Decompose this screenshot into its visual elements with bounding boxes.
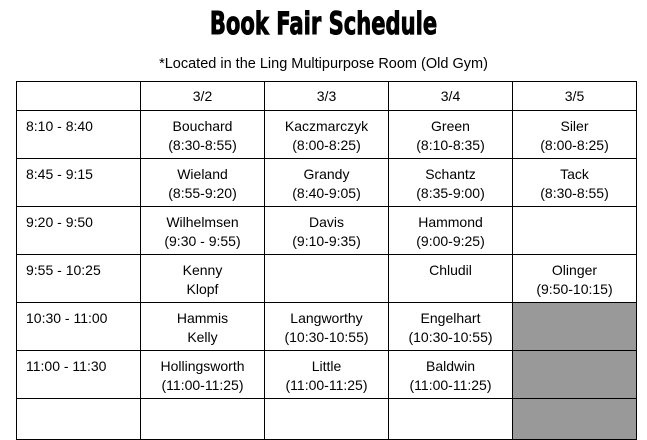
table-row	[17, 207, 637, 255]
cell-text-line: (9:50-10:15)	[536, 281, 613, 297]
schedule-cell	[389, 255, 513, 303]
time-cell: 10:30 - 11:00	[17, 303, 141, 351]
cell-text-line: (8:40-9:05)	[292, 185, 361, 201]
date-header-cell: 3/3	[265, 82, 389, 111]
cell-text-line: (8:30-8:55)	[540, 185, 609, 201]
cell-text-line: (9:00-9:25)	[416, 233, 485, 249]
cell-text-line: (8:10-8:35)	[416, 137, 485, 153]
schedule-header-row	[17, 82, 637, 111]
schedule-cell	[265, 255, 389, 303]
cell-text-line: Kenny	[182, 262, 223, 278]
cell-text-line: Baldwin	[425, 358, 476, 374]
cell-text-line: Green	[431, 118, 470, 134]
schedule-cell	[513, 111, 637, 159]
time-cell: 8:45 - 9:15	[17, 159, 141, 207]
cell-text-line: Wieland	[177, 166, 228, 182]
cell-text-line: (11:00-11:25)	[409, 377, 492, 393]
time-cell: 9:55 - 10:25	[17, 255, 141, 303]
schedule-cell	[513, 207, 637, 255]
cell-text-line: (8:00-8:25)	[292, 137, 361, 153]
schedule-cell	[141, 207, 265, 255]
schedule-cell	[513, 255, 637, 303]
cell-text-line: Engelhart	[420, 310, 481, 326]
cell-text-line: Langworthy	[290, 310, 363, 326]
table-row	[17, 399, 637, 440]
table-row	[17, 159, 637, 207]
schedule-cell	[141, 159, 265, 207]
cell-text-line: (8:30-8:55)	[168, 137, 237, 153]
schedule-cell	[265, 207, 389, 255]
table-row	[17, 303, 637, 351]
schedule-cell-shaded	[513, 399, 637, 440]
schedule-cell	[389, 399, 513, 440]
time-cell: 8:10 - 8:40	[17, 111, 141, 159]
cell-text-line: Bouchard	[172, 118, 233, 134]
table-row	[17, 111, 637, 159]
cell-text-line: Hammond	[418, 214, 483, 230]
cell-text-line: (10:30-10:55)	[284, 329, 369, 345]
schedule-cell	[389, 303, 513, 351]
schedule-header	[17, 82, 637, 111]
cell-text-line: Schantz	[425, 166, 476, 182]
cell-text-line: (11:00-11:25)	[285, 377, 368, 393]
schedule-cell	[265, 303, 389, 351]
cell-text-line: Klopf	[186, 281, 219, 297]
schedule-cell	[141, 111, 265, 159]
cell-text-line: (8:00-8:25)	[540, 137, 609, 153]
cell-text-line: (8:35-9:00)	[416, 185, 485, 201]
schedule-body	[17, 111, 637, 440]
schedule-cell	[265, 351, 389, 399]
cell-text-line: Chludil	[429, 262, 472, 278]
cell-text-line: Olinger	[551, 262, 598, 278]
page-subtitle: *Located in the Ling Multipurpose Room (Old Gym)	[159, 56, 488, 72]
cell-text-line: Little	[311, 358, 342, 374]
schedule-cell	[141, 255, 265, 303]
cell-text-line: Tack	[560, 166, 589, 182]
schedule-cell-shaded	[513, 303, 637, 351]
schedule-cell	[389, 111, 513, 159]
schedule-cell	[265, 159, 389, 207]
cell-text-line: (10:30-10:55)	[408, 329, 493, 345]
cell-text-line: Hammis	[176, 310, 229, 326]
cell-text-line: (11:00-11:25)	[161, 377, 244, 393]
time-cell	[17, 399, 141, 440]
table-row	[17, 351, 637, 399]
schedule-cell	[141, 399, 265, 440]
cell-text-line: (9:10-9:35)	[292, 233, 361, 249]
time-cell: 9:20 - 9:50	[17, 207, 141, 255]
cell-text-line: Davis	[308, 214, 344, 230]
cell-text-line: Siler	[560, 118, 589, 134]
schedule-cell	[265, 399, 389, 440]
cell-text-line: (9:30 - 9:55)	[164, 233, 241, 249]
cell-text-line: Kaczmarczyk	[284, 118, 369, 134]
schedule-cell	[389, 351, 513, 399]
schedule-cell	[141, 303, 265, 351]
date-header-cell: 3/2	[141, 82, 265, 111]
cell-text-line: Grandy	[303, 166, 350, 182]
cell-text-line: Hollingsworth	[160, 358, 245, 374]
schedule-table	[16, 81, 637, 440]
table-row	[17, 255, 637, 303]
schedule-cell	[141, 351, 265, 399]
cell-text-line: Wilhelmsen	[166, 214, 239, 230]
schedule-cell-shaded	[513, 351, 637, 399]
schedule-cell	[389, 159, 513, 207]
date-header-cell: 3/4	[389, 82, 513, 111]
corner-header-cell	[17, 82, 141, 111]
schedule-cell	[513, 159, 637, 207]
cell-text-line: (8:55-9:20)	[168, 185, 237, 201]
schedule-cell	[265, 111, 389, 159]
date-header-cell: 3/5	[513, 82, 637, 111]
time-cell: 11:00 - 11:30	[17, 351, 141, 399]
schedule-cell	[389, 207, 513, 255]
page-title: Book Fair Schedule	[209, 6, 438, 42]
cell-text-line: Kelly	[187, 329, 218, 345]
